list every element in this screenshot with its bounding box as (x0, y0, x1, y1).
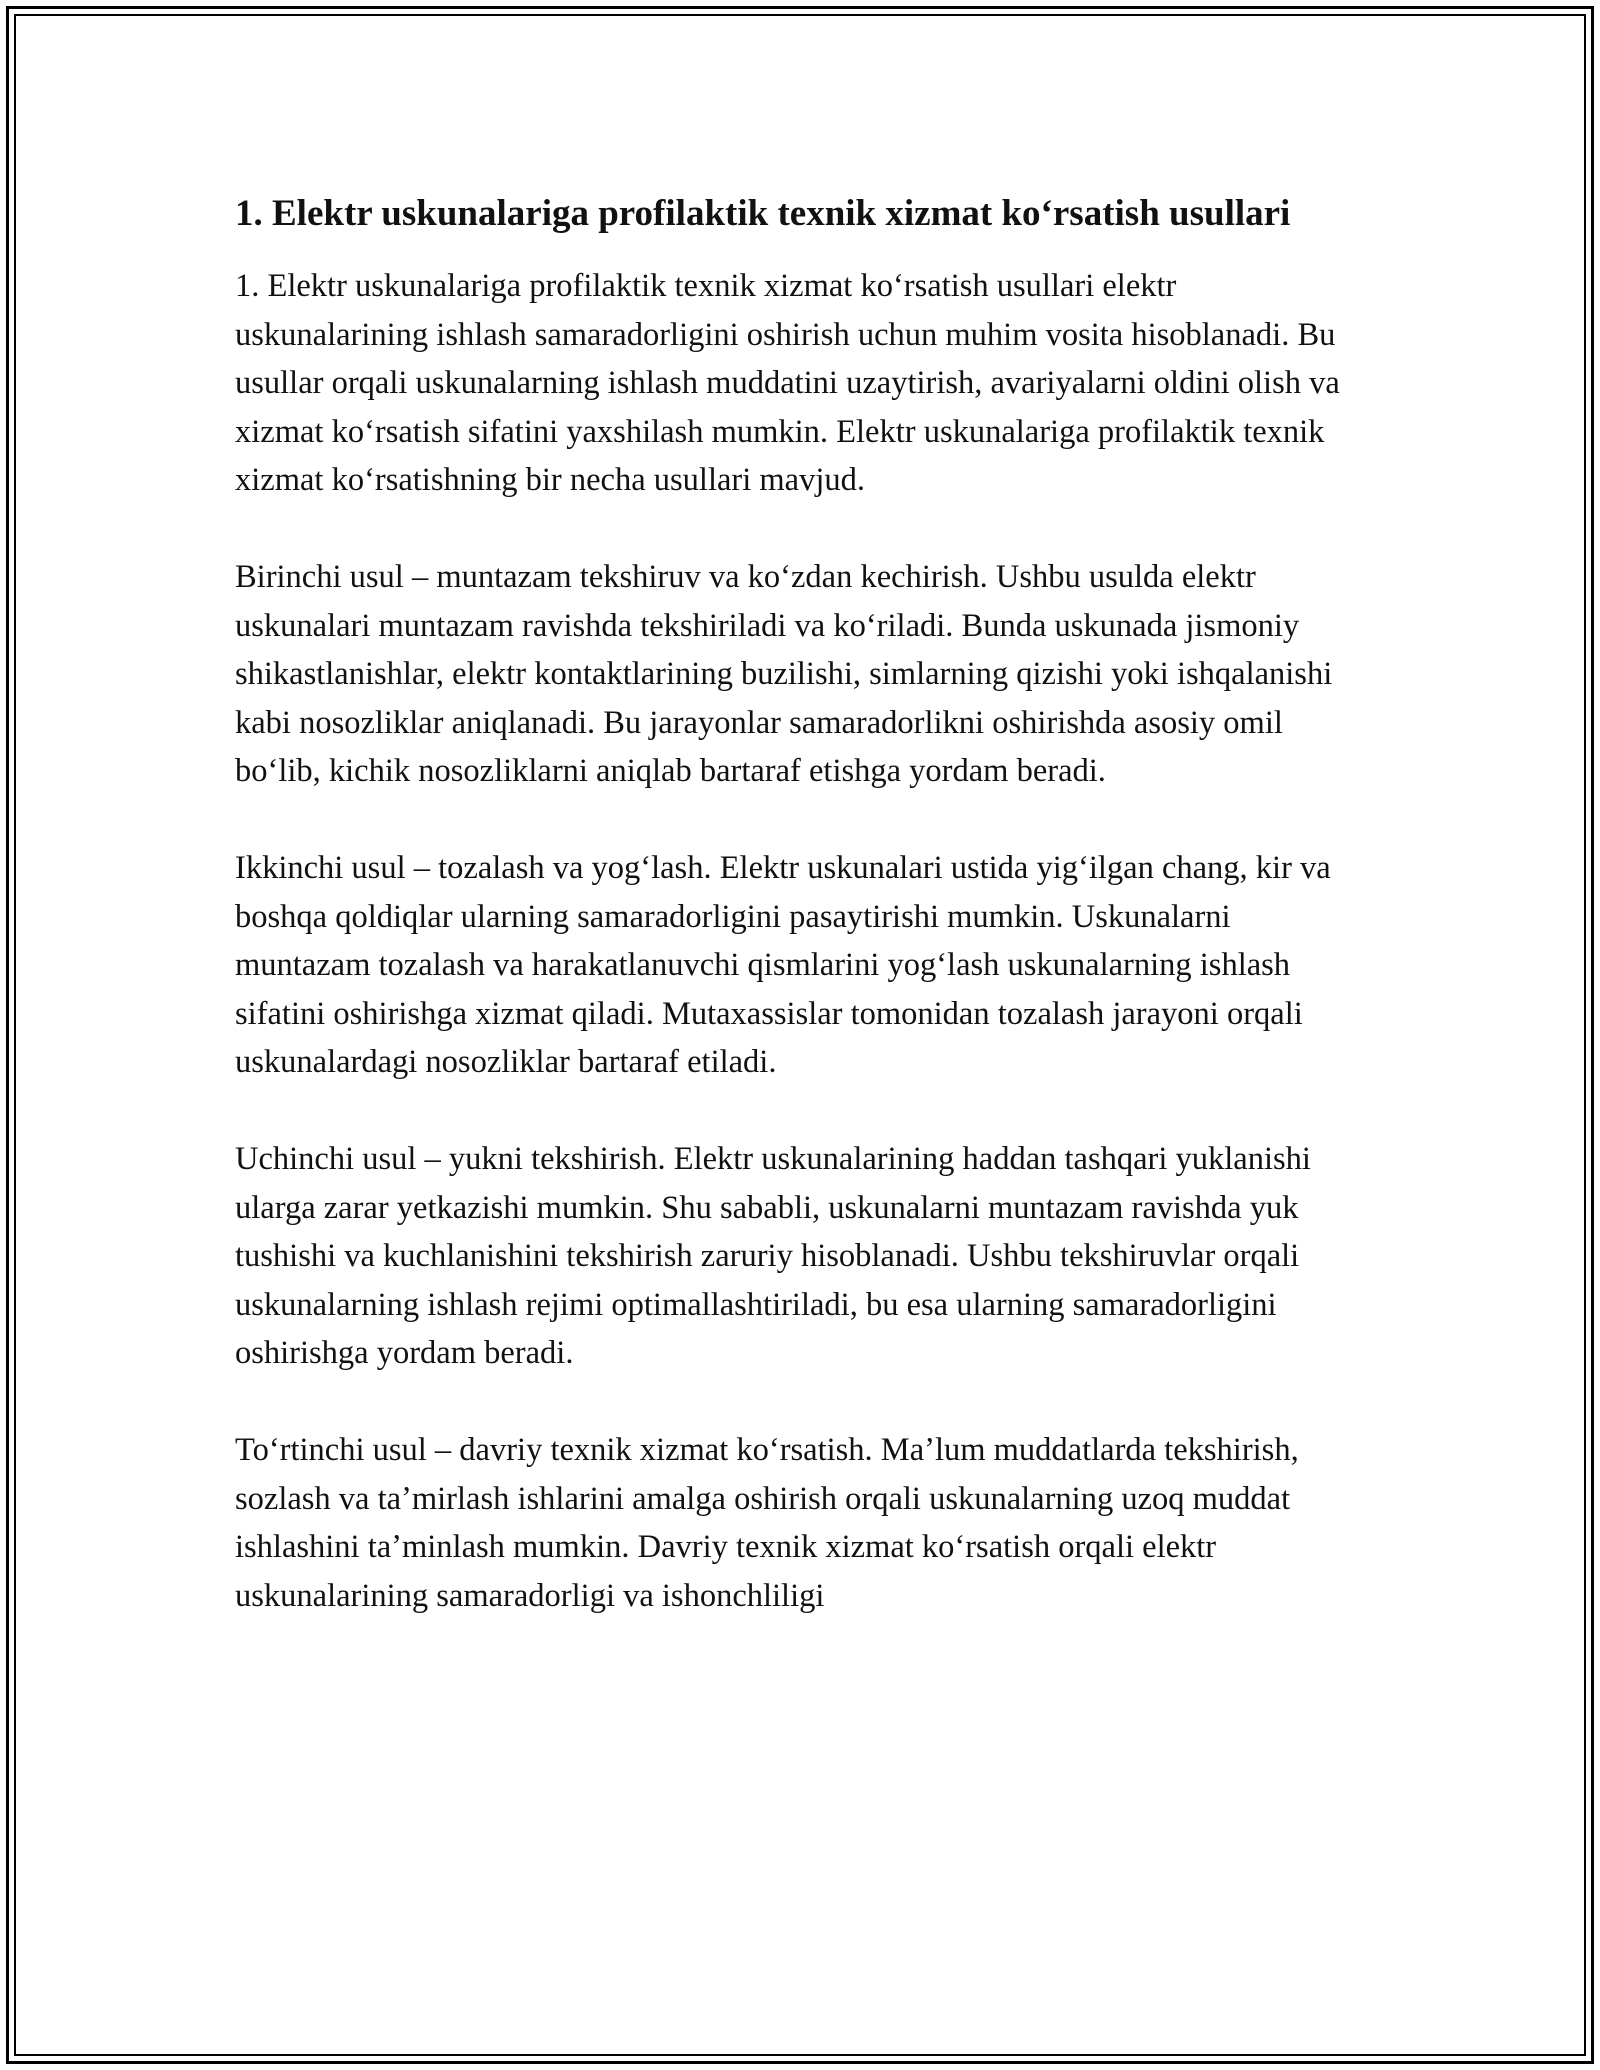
paragraph-method-2: Ikkinchi usul – tozalash va yogʻlash. Elektr uskunalari ustida yigʻilgan chang, kir va boshqa qoldiqlar ularning samaradorligini pasaytirishi mumkin. Uskunalarni muntazam tozalash va harakatlanuvchi qismlarini yogʻlash uskunalarning ishlash sifatini oshirishga xizmat qiladi. Mutaxassislar tomonidan tozalash jarayoni orqali uskunalardagi nosozliklar bartaraf etiladi. (235, 850, 1331, 1080)
paragraph-method-3: Uchinchi usul – yukni tekshirish. Elektr uskunalarining haddan tashqari yuklanishi ularga zarar yetkazishi mumkin. Shu sababli, uskunalarni muntazam ravishda yuk tushishi va kuchlanishini tekshirish zaruriy hisoblanadi. Ushbu tekshiruvlar orqali uskunalarning ishlash rejimi optimallashtiriladi, bu esa ularning samaradorligini oshirishga yordam beradi. (235, 1141, 1311, 1371)
document-title: 1. Elektr uskunalariga profilaktik texnik xizmat koʻrsatish usullari (235, 193, 1291, 234)
paragraph-intro: 1. Elektr uskunalariga profilaktik texnik xizmat koʻrsatish usullari elektr uskunalarining ishlash samaradorligini oshirish uchun muhim vosita hisoblanadi. Bu usullar orqali uskunalarning ishlash muddatini uzaytirish, avariyalarni oldini olish va xizmat koʻrsatish sifatini yaxshilash mumkin. Elektr uskunalariga profilaktik texnik xizmat koʻrsatishning bir necha usullari mavjud. (235, 268, 1340, 498)
paragraph-method-4: Toʻrtinchi usul – davriy texnik xizmat koʻrsatish. Maʼlum muddatlarda tekshirish, sozlash va taʼmirlash ishlarini amalga oshirish orqali uskunalarning uzoq muddat ishlashini taʼminlash mumkin. Davriy texnik xizmat koʻrsatish orqali elektr uskunalarining samaradorligi va ishonchliligi (235, 1432, 1299, 1614)
paragraph-method-1: Birinchi usul – muntazam tekshiruv va koʻzdan kechirish. Ushbu usulda elektr uskunalari muntazam ravishda tekshiriladi va koʻriladi. Bunda uskunada jismoniy shikastlanishlar, elektr kontaktlarining buzilishi, simlarning qizishi yoki ishqalanishi kabi nosozliklar aniqlanadi. Bu jarayonlar samaradorlikni oshirishda asosiy omil boʻlib, kichik nosozliklarni aniqlab bartaraf etishga yordam beradi. (235, 559, 1333, 789)
document-body (235, 186, 1365, 1669)
